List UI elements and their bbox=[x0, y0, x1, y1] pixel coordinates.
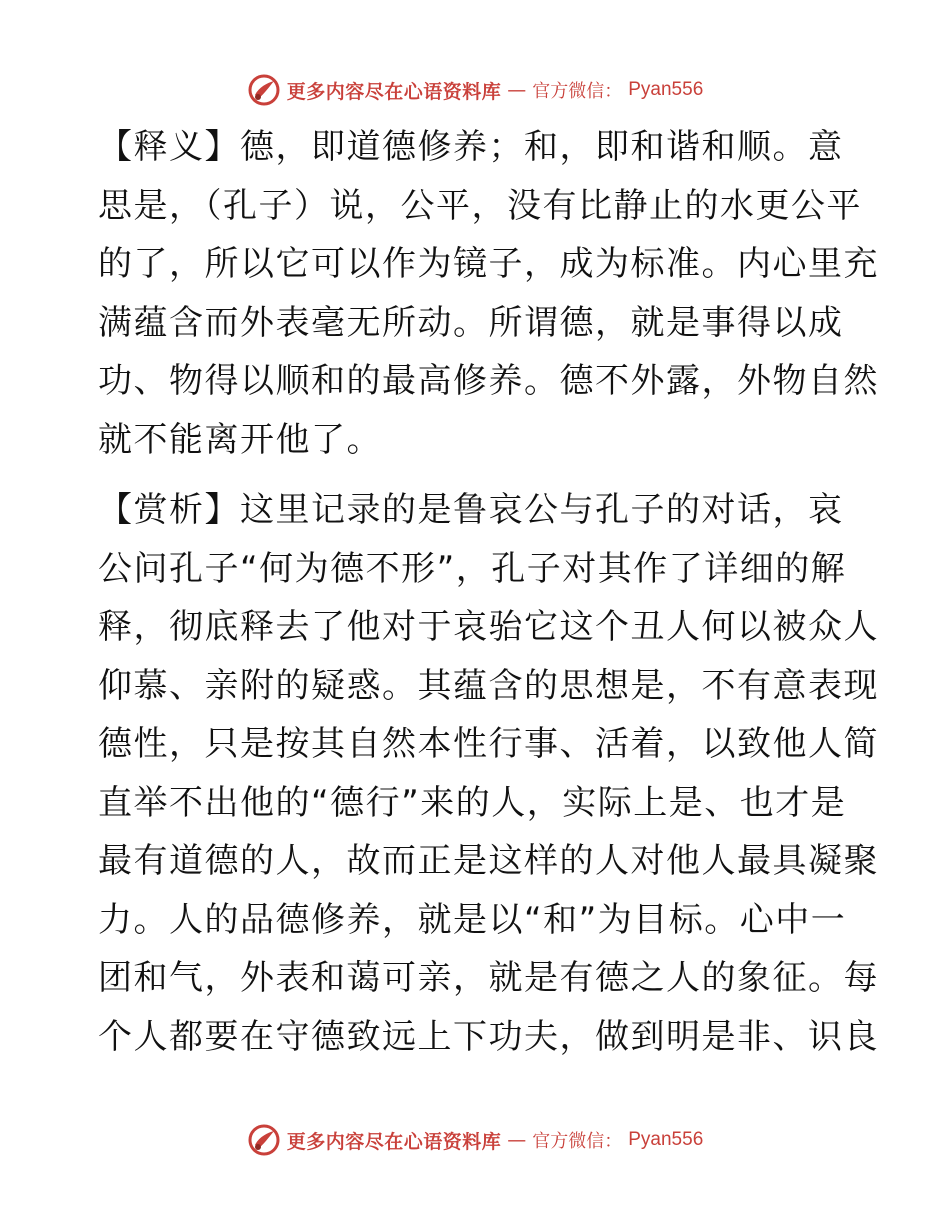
banner-separator: — bbox=[507, 1129, 527, 1151]
banner-separator: — bbox=[507, 79, 527, 101]
header-banner bbox=[0, 70, 950, 110]
banner-contact-label: 官方微信： bbox=[532, 1131, 623, 1152]
paragraph-explanation bbox=[98, 118, 879, 469]
text-line: 直举不出他的“德行”来的人，实际上是、也才是 bbox=[98, 782, 847, 823]
banner-contact-id: Pyan556 bbox=[628, 79, 704, 100]
text-line: 仰慕、亲附的疑惑。其蕴含的思想是，不有意表现 bbox=[98, 665, 879, 706]
banner-title: 更多内容尽在心语资料库 bbox=[286, 80, 502, 103]
banner-contact-id: Pyan556 bbox=[628, 1129, 704, 1150]
text-line: 德性，只是按其自然本性行事、活着，以致他人简 bbox=[98, 724, 879, 764]
text-line: 释，彻底释去了他对于哀骀它这个丑人何以被众人 bbox=[98, 607, 879, 647]
paragraph-appreciation bbox=[98, 481, 879, 1066]
ink-brush-logo-icon bbox=[247, 73, 281, 107]
text-line: 力。人的品德修养，就是以“和”为目标。心中一 bbox=[98, 899, 847, 940]
text-line: 【赏析】这里记录的是鲁哀公与孔子的对话，哀 bbox=[98, 490, 844, 530]
footer-banner bbox=[0, 1120, 950, 1160]
banner-title: 更多内容尽在心语资料库 bbox=[286, 1130, 502, 1153]
text-line: 最有道德的人，故而正是这样的人对他人最具凝聚 bbox=[98, 841, 879, 881]
text-line: 思是，（孔子）说，公平，没有比静止的水更公平 bbox=[98, 185, 862, 226]
ink-brush-logo-icon bbox=[247, 1123, 281, 1157]
text-line: 【释义】德，即道德修养；和，即和谐和顺。意 bbox=[98, 127, 844, 167]
document-body bbox=[98, 118, 879, 1066]
text-line: 的了，所以它可以作为镜子，成为标准。内心里充 bbox=[98, 244, 879, 284]
text-line: 团和气，外表和蔼可亲，就是有德之人的象征。每 bbox=[98, 958, 879, 998]
text-line: 满蕴含而外表毫无所动。所谓德，就是事得以成 bbox=[98, 302, 844, 343]
text-line: 就不能离开他了。 bbox=[98, 419, 382, 460]
text-line: 功、物得以顺和的最高修养。德不外露，外物自然 bbox=[98, 361, 879, 401]
text-line: 个人都要在守德致远上下功夫，做到明是非、识良 bbox=[98, 1016, 879, 1057]
text-line: 公问孔子“何为德不形”，孔子对其作了详细的解 bbox=[98, 548, 847, 589]
banner-contact-label: 官方微信： bbox=[532, 81, 623, 102]
